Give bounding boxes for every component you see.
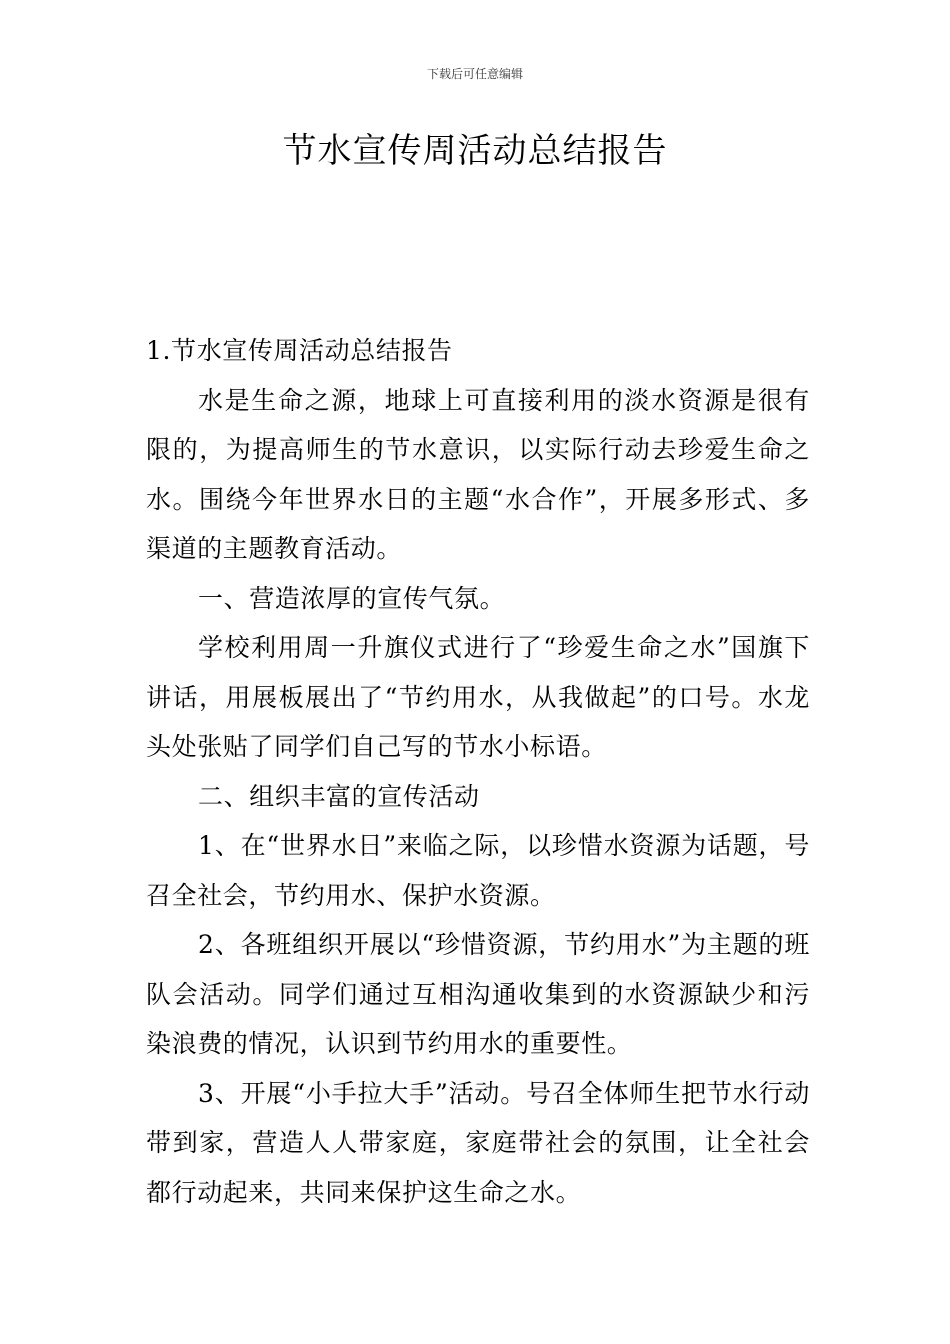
- document-body: [146, 326, 810, 1217]
- section-heading-one: 一、营造浓厚的宣传气氛。: [198, 583, 506, 613]
- section-heading: 1.节水宣传周活动总结报告: [146, 336, 453, 365]
- paragraph-atmosphere: 学校利用周一升旗仪式进行了“珍爱生命之水”国旗下讲话，用展板展出了“节约用水，从我做起”的口号。水龙头处张贴了同学们自己写的节水小标语。: [146, 633, 810, 761]
- paragraph-item-3: 3、开展“小手拉大手”活动。号召全体师生把节水行动带到家，营造人人带家庭，家庭带社会的氛围，让全社会都行动起来，共同来保护这生命之水。: [146, 1078, 810, 1207]
- paragraph-intro: 水是生命之源，地球上可直接利用的淡水资源是很有限的，为提高师生的节水意识，以实际行动去珍爱生命之水。围绕今年世界水日的主题“水合作”，开展多形式、多渠道的主题教育活动。: [146, 385, 810, 563]
- section-heading-two: 二、组织丰富的宣传活动: [198, 781, 480, 811]
- paragraph-item-2: 2、各班组织开展以“珍惜资源，节约用水”为主题的班队会活动。同学们通过互相沟通收集到的水资源缺少和污染浪费的情况，认识到节约用水的重要性。: [146, 930, 810, 1058]
- document-title: 节水宣传周活动总结报告: [282, 131, 668, 171]
- header-note: 下载后可任意编辑: [426, 67, 523, 81]
- paragraph-item-1: 1、在“世界水日”来临之际，以珍惜水资源为话题，号召全社会，节约用水、保护水资源。: [146, 831, 810, 910]
